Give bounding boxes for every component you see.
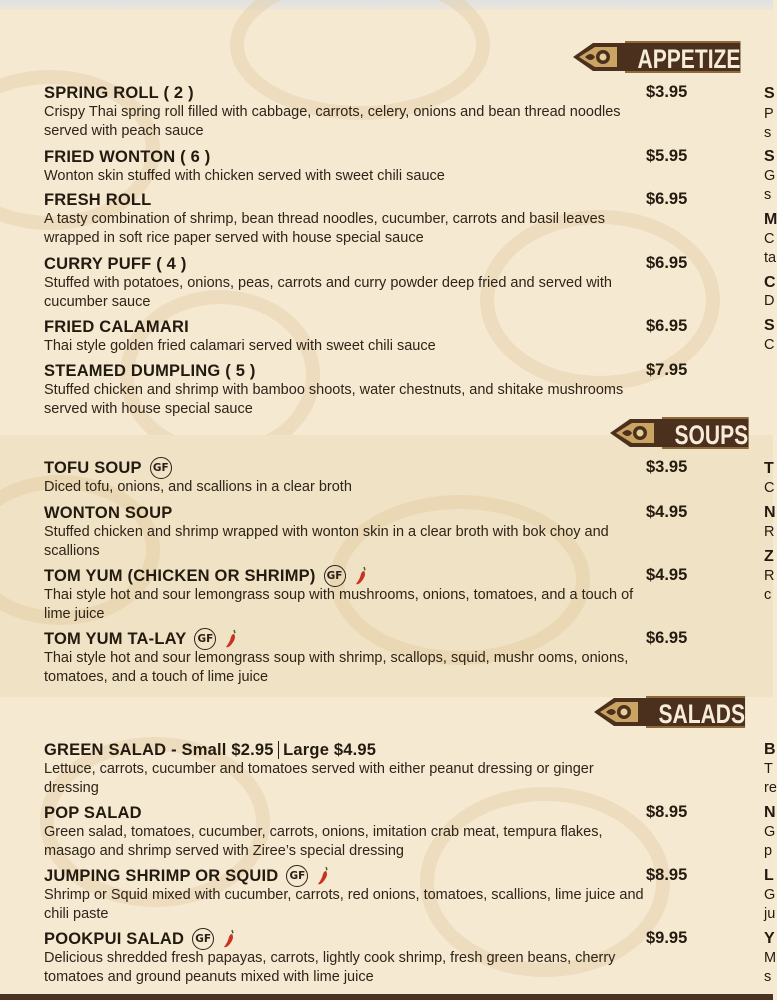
menu-item [44,83,734,141]
item-name: POOKPUI SALAD [44,929,185,948]
cutoff-text: B [764,741,776,758]
item-name: SPRING ROLL ( 2 ) [44,83,194,102]
item-price: $3.95 [646,458,688,476]
chili-pepper-icon [316,866,330,886]
cutoff-text: C [764,231,775,247]
gluten-free-badge: GF [194,628,216,650]
item-description: Wonton skin stuffed with chicken served with sweet chili sauce [44,168,445,184]
cutoff-text: P [764,106,774,122]
item-name: GREEN SALAD - Small $2.95 [44,740,274,759]
item-price: $9.95 [646,929,688,947]
item-description: Shrimp or Squid mixed with cucumber, carrots, red onions, tomatoes, scallions, lime juice and chili paste [44,887,644,922]
menu-item [44,254,734,312]
item-price: $7.95 [646,361,688,379]
cutoff-text: M [764,950,777,966]
menu-item [44,503,734,561]
cutoff-text: N [764,504,776,521]
item-price: $6.95 [646,254,688,272]
menu-item [44,361,734,419]
soups-banner [610,415,773,451]
divider [278,741,280,759]
item-description: Lettuce, carrots, cucumber and tomatoes served with either peanut dressing or ginger dressing [44,761,594,796]
menu-item [44,147,734,186]
thai-ornament-icon [594,694,646,730]
gluten-free-badge: GF [324,565,346,587]
item-description: A tasty combination of shrimp, bean thread noodles, cucumber, carrots and basil leaves wrapped in soft rice paper served with house special sauce [44,211,605,246]
chili-pepper-icon [354,566,368,586]
cutoff-text: re [764,780,777,796]
item-name: FRIED CALAMARI [44,317,189,336]
cutoff-text: C [764,337,775,353]
item-description: Thai style hot and sour lemongrass soup with shrimp, scallops, squid, mushr ooms, onions, tomatoes, and a touch of lime juice [44,650,629,685]
section-title: APPETIZE [625,41,740,73]
item-name: STEAMED DUMPLING ( 5 ) [44,361,256,380]
item-description: Green salad, tomatoes, cucumber, carrots, onions, imitation crab meat, tempura flakes, masago and shrimp served with Ziree’s special dressing [44,824,603,859]
item-name: TOM YUM (CHICKEN OR SHRIMP) [44,566,316,585]
cutoff-text: R [764,568,775,584]
gluten-free-badge: GF [192,928,214,950]
item-description: Stuffed chicken and shrimp wrapped with wonton skin in a clear broth with bok choy and scallions [44,524,609,559]
cutoff-text: C [764,480,775,496]
menu-item [44,866,734,924]
cutoff-text: D [764,293,775,309]
gluten-free-badge: GF [286,865,308,887]
item-description: Stuffed with potatoes, onions, peas, carrots and curry powder deep fried and served with cucumber sauce [44,275,612,310]
item-description: Thai style hot and sour lemongrass soup with mushrooms, onions, tomatoes, and a touch of lime juice [44,587,634,622]
menu-item [44,566,734,624]
cutoff-text: R [764,524,775,540]
item-name: POP SALAD [44,803,142,822]
item-name: TOFU SOUP [44,458,142,477]
section-title: SALADS [646,696,745,728]
menu-item [44,629,734,687]
cutoff-text: S [764,85,775,102]
cutoff-text: T [764,761,773,777]
menu-item [44,190,734,248]
item-description: Diced tofu, onions, and scallions in a clear broth [44,479,352,495]
item-price: $6.95 [646,629,688,647]
cutoff-text: S [764,317,775,334]
bottom-border [0,994,773,1000]
cutoff-text: s [764,969,772,985]
item-name: FRIED WONTON ( 6 ) [44,147,211,166]
cutoff-text: ju [764,906,776,922]
menu-item [44,803,734,861]
cutoff-text: M [764,211,777,228]
cutoff-text: C [764,274,776,291]
menu-item [44,929,734,987]
item-description: Thai style golden fried calamari served with sweet chili sauce [44,338,436,354]
item-price: $3.95 [646,83,688,101]
item-name-large: Large $4.95 [283,740,377,759]
item-description: Delicious shredded fresh papayas, carrots, lightly cook shrimp, fresh green beans, cherry tomatoes and ground peanuts mixed with lime juice [44,950,616,985]
item-name: JUMPING SHRIMP OR SQUID [44,866,279,885]
cutoff-text: S [764,148,775,165]
cutoff-text: s [764,125,772,141]
item-description: Crispy Thai spring roll filled with cabbage, carrots, celery, onions and bean thread noodles served with peach sauce [44,104,621,139]
cutoff-text: L [764,867,774,884]
gluten-free-badge: GF [150,457,172,479]
item-price: $6.95 [646,317,688,335]
item-price: $4.95 [646,503,688,521]
cutoff-text: G [764,168,776,184]
cutoff-text: T [764,460,774,477]
cutoff-text: G [764,887,776,903]
cutoff-text: Y [764,930,775,947]
cutoff-text: Z [764,548,774,565]
thai-ornament-icon [573,39,625,75]
item-name: FRESH ROLL [44,190,152,209]
item-price: $5.95 [646,147,688,165]
item-price: $4.95 [646,566,688,584]
item-name: TOM YUM TA-LAY [44,629,187,648]
chili-pepper-icon [222,929,236,949]
section-title: SOUPS [662,417,748,449]
cutoff-text: N [764,804,776,821]
item-name: WONTON SOUP [44,503,173,522]
item-price: $6.95 [646,190,688,208]
salads-banner [594,694,773,730]
item-price: $8.95 [646,866,688,884]
chili-pepper-icon [224,629,238,649]
cutoff-text: c [764,587,772,603]
appetizers-banner [573,39,773,75]
menu-item [44,458,734,497]
menu-item [44,740,734,798]
thai-ornament-icon [610,415,662,451]
item-description: Stuffed chicken and shrimp with bamboo shoots, water chestnuts, and shitake mushrooms served with house special sauce [44,382,624,417]
item-price: $8.95 [646,803,688,821]
cutoff-text: s [764,187,772,203]
item-name: CURRY PUFF ( 4 ) [44,254,187,273]
cutoff-text: ta [764,250,777,266]
menu-item [44,317,734,356]
cutoff-text: p [764,843,773,859]
cutoff-text: G [764,824,776,840]
